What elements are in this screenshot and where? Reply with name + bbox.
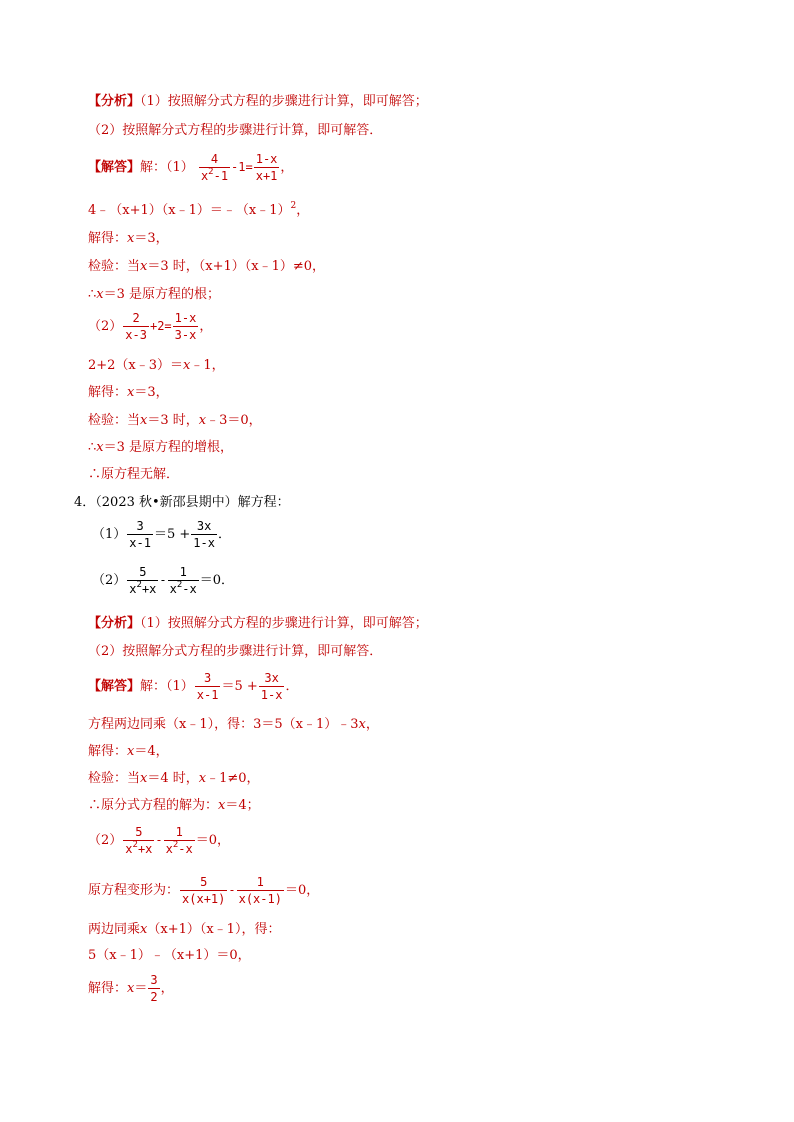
q3-part2-step-solve: 解得：x＝3， [88,385,169,400]
punctuation: ＝0． [199,573,235,588]
denominator: x-1 [129,536,151,550]
part-lead: （2） [88,833,123,848]
analysis-tag: 【分析】 [88,616,141,631]
q3-step-expand [88,203,309,219]
fraction [191,519,217,550]
q3-step-root: ∴x＝3 是原方程的根； [88,287,221,302]
fraction [173,311,199,342]
q3-part2-step-root: ∴x＝3 是原方程的增根， [88,440,234,455]
numerator: 5 [200,875,208,889]
denominator: 2 [150,990,158,1004]
numerator: 1-x [174,311,197,325]
part-lead: （2） [92,573,127,588]
operator: ＝5 + [221,679,258,694]
operator: - [159,573,167,587]
fraction [123,311,149,342]
fraction [168,565,199,596]
q4-step-solve: 解得：x＝4， [88,744,169,759]
denominator: $x^2-1$ [200,167,229,183]
denominator: x+1 [255,169,278,183]
denominator: 3-x [174,328,197,342]
q4-equation-2 [92,563,234,598]
equation-text: 4﹣（x+1）（x﹣1）＝﹣（x﹣1） [88,203,291,218]
numerator: 4 [210,152,219,166]
fraction [195,671,221,702]
numerator: 3 [136,519,144,533]
operator: - [228,883,236,897]
q4-part2-solve: 解得：x＝ $\frac{3}{2}$ ， [88,973,174,1004]
question-header: 4．（2023 秋•新邵县期中）解方程： [74,495,290,510]
denominator: $x^2+x$ [125,840,153,856]
fraction [254,152,280,183]
denominator: x-3 [125,328,147,342]
punctuation: ， [199,319,213,334]
fraction [148,973,159,1004]
q4-part2-equation [88,823,230,858]
answer-tag: 【解答】 [88,679,141,694]
denominator: x(x-1) [238,892,282,906]
denominator: x-1 [196,688,219,702]
punctuation: ． [217,527,231,542]
q3-part2-step-multiply: 2+2（x﹣3）＝x﹣1， [88,358,225,373]
punctuation: ＝0， [195,833,231,848]
punctuation: ， [160,981,174,996]
q3-step-check: 检验：当x＝3 时，（x+1）（x﹣1）≠0， [88,259,326,274]
punctuation: ． [285,679,299,694]
numerator: 1 [179,565,187,579]
q4-step-check: 检验：当x＝4 时，x﹣1≠0， [88,771,260,786]
analysis-text: （1）按照解分式方程的步骤进行计算，即可解答； [140,94,428,109]
fraction [164,825,195,856]
transform-lead: 原方程变形为： [88,883,180,898]
numerator: 3x [196,519,212,533]
part-lead: （2） [88,319,123,334]
q3-analysis-line-1 [88,94,428,110]
part-lead: （1） [92,527,127,542]
fraction [199,152,230,183]
fraction [237,875,284,906]
answer-lead: 解：（1） [140,679,194,694]
denominator: $x^2-x$ [165,840,193,856]
fraction [127,565,158,596]
numerator: 3 [150,973,158,987]
operator: - [155,833,163,847]
numerator: 5 [135,825,143,839]
numerator: 1-x [255,152,278,166]
operator: +2= [149,319,172,333]
q4-part2-multiply: 两边同乘x（x+1）（x﹣1），得： [88,922,281,937]
answer-tag: 【解答】 [88,160,141,175]
q4-header [74,495,290,511]
denominator: $x^2+x$ [129,580,157,596]
q4-step-result: ∴原分式方程的解为：x＝4； [88,798,260,813]
numerator: 5 [139,565,147,579]
operator: ＝5 + [153,527,191,542]
q4-equation-1 [92,518,231,552]
q3-part2-step-check: 检验：当x＝3 时，x﹣3＝0， [88,413,262,428]
denominator: 1-x [193,536,215,550]
denominator: $x^2-x$ [169,580,197,596]
q4-step-multiply: 方程两边同乘（x﹣1），得：3＝5（x﹣1）﹣3x， [88,717,379,732]
fraction [127,519,153,550]
fraction [259,671,285,702]
q4-analysis-line-1 [88,616,428,632]
analysis-text: （2）按照解分式方程的步骤进行计算，即可解答． [88,123,383,138]
denominator: x(x+1) [182,892,226,906]
q3-answer-part1-equation [88,150,293,185]
operator: -1= [231,160,253,174]
q4-part2-transform [88,873,319,908]
numerator: 3x [264,671,279,685]
numerator: 1 [256,875,264,889]
punctuation: ， [296,203,310,218]
q4-part2-expand: 5（x﹣1）﹣（x+1）＝0， [88,948,251,963]
exponent: 2 [290,201,297,211]
q3-analysis-line-2 [88,123,382,139]
analysis-text: （1）按照解分式方程的步骤进行计算，即可解答； [140,616,428,631]
denominator: 1-x [260,688,283,702]
q4-answer-part1-equation [88,670,298,704]
analysis-tag: 【分析】 [88,94,141,109]
numerator: 3 [204,671,212,685]
answer-lead: 解：（1） [140,160,194,175]
numerator: 2 [132,311,140,325]
numerator: 1 [175,825,183,839]
q3-part2-conclusion: ∴原方程无解． [88,467,180,482]
punctuation: ， [280,160,294,175]
analysis-text: （2）按照解分式方程的步骤进行计算，即可解答． [88,644,383,659]
fraction [123,825,154,856]
q3-part2-equation [88,309,212,344]
fraction [180,875,227,906]
q4-analysis-line-2 [88,644,382,660]
q3-step-solve: 解得：x＝3， [88,231,169,246]
punctuation: ＝0， [284,883,320,898]
